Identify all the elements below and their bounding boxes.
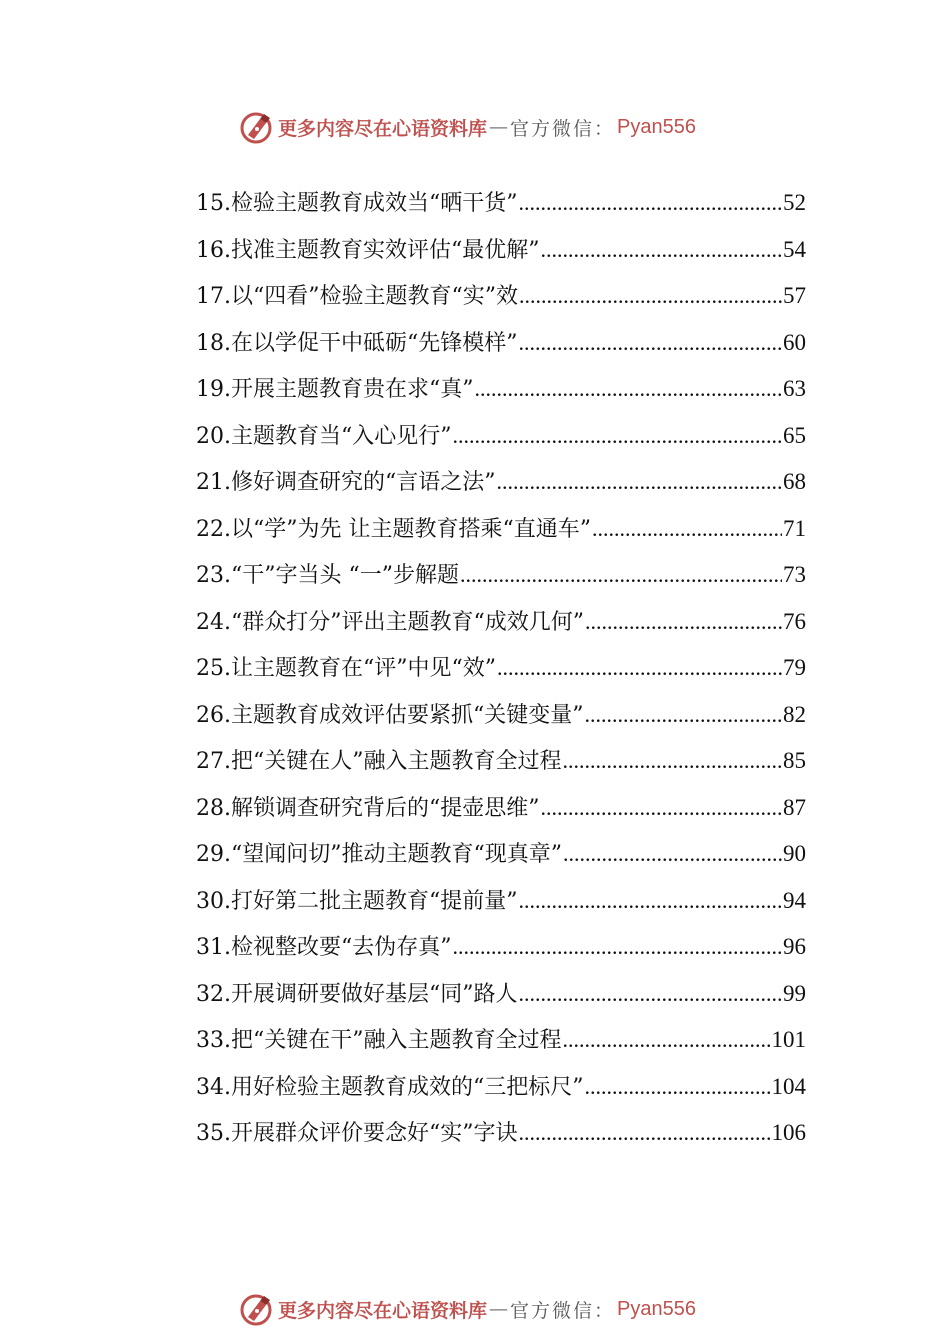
toc-entry[interactable] xyxy=(196,459,806,506)
toc-entry-title: 31.检视整改要“去伪存真” xyxy=(196,935,452,960)
toc-entry[interactable] xyxy=(196,971,806,1018)
toc-page-number: 82 xyxy=(783,701,806,727)
toc-entry[interactable] xyxy=(196,552,806,599)
toc-entry-title: 29.“望闻问切”推动主题教育“现真章” xyxy=(196,842,562,867)
toc-page-number: 104 xyxy=(771,1073,806,1099)
toc-entry[interactable] xyxy=(196,924,806,971)
toc-page-number: 52 xyxy=(783,190,806,215)
toc-entry-title: 32.开展调研要做好基层“同”路人 xyxy=(196,981,518,1007)
toc-entry[interactable] xyxy=(196,1017,806,1064)
toc-dot-leader xyxy=(497,645,782,692)
toc-entry[interactable] xyxy=(196,180,806,227)
toc-entry-title: 33.把“关键在干”融入主题教育全过程 xyxy=(196,1028,562,1053)
toc-page-number: 76 xyxy=(783,608,806,634)
toc-entry-title: 19.开展主题教育贵在求“真” xyxy=(196,377,474,402)
toc-page-number: 106 xyxy=(771,1120,806,1145)
toc-dot-leader xyxy=(592,506,782,553)
watermark-wechat-id: Pyan556 xyxy=(617,115,696,138)
toc-entry-title: 16.找准主题教育实效评估“最优解” xyxy=(196,237,540,263)
toc-entry[interactable] xyxy=(196,738,806,785)
toc-dot-leader xyxy=(460,552,782,599)
watermark-wechat-id: Pyan556 xyxy=(617,1297,696,1320)
toc-dot-leader xyxy=(540,785,782,832)
toc-page-number: 101 xyxy=(771,1027,806,1052)
toc-entry-title: 30.打好第二批主题教育“提前量” xyxy=(196,888,518,914)
watermark-dash: — xyxy=(489,116,509,138)
toc-page-number: 65 xyxy=(783,422,806,448)
toc-entry-title: 27.把“关键在人”融入主题教育全过程 xyxy=(196,749,562,774)
toc-page-number: 87 xyxy=(783,794,806,820)
toc-dot-leader xyxy=(540,227,782,274)
pen-nib-logo-icon xyxy=(238,1291,274,1327)
toc-entry[interactable] xyxy=(196,1064,806,1111)
toc-dot-leader xyxy=(519,273,782,320)
toc-page-number: 79 xyxy=(783,655,806,680)
toc-entry-title: 20.主题教育当“入心见行” xyxy=(196,423,452,449)
toc-entry-title: 25.让主题教育在“评”中见“效” xyxy=(196,656,496,681)
toc-entry[interactable] xyxy=(196,273,806,320)
watermark-official-label: 官方微信： xyxy=(510,117,616,140)
toc-page-number: 63 xyxy=(783,376,806,401)
toc-dot-leader xyxy=(518,1110,770,1157)
toc-entry-title: 17.以“四看”检验主题教育“实”效 xyxy=(196,284,518,309)
toc-dot-leader xyxy=(518,878,782,925)
toc-entry-title: 15.检验主题教育成效当“晒干货” xyxy=(196,191,518,216)
toc-entry-title: 35.开展群众评价要念好“实”字诀 xyxy=(196,1121,518,1146)
toc-page-number: 94 xyxy=(783,887,806,913)
toc-page-number: 73 xyxy=(783,562,806,587)
toc-entry-title: 21.修好调查研究的“言语之法” xyxy=(196,470,496,495)
toc-page-number: 68 xyxy=(783,469,806,494)
toc-dot-leader xyxy=(518,180,782,227)
watermark-site-text: 更多内容尽在心语资料库 xyxy=(278,1299,488,1322)
toc-dot-leader xyxy=(518,971,782,1018)
toc-entry-title: 26.主题教育成效评估要紧抓“关键变量” xyxy=(196,702,584,728)
toc-page-number: 57 xyxy=(783,283,806,308)
toc-page-number: 90 xyxy=(783,841,806,866)
watermark-header xyxy=(238,107,696,147)
toc-dot-leader xyxy=(452,924,782,971)
toc-entry[interactable] xyxy=(196,227,806,274)
toc-entry[interactable] xyxy=(196,599,806,646)
toc-page-number: 99 xyxy=(783,980,806,1006)
toc-dot-leader xyxy=(474,366,782,413)
toc-entry[interactable] xyxy=(196,320,806,367)
toc-entry[interactable] xyxy=(196,831,806,878)
toc-dot-leader xyxy=(585,599,782,646)
toc-page-number: 96 xyxy=(783,934,806,959)
table-of-contents xyxy=(196,180,806,1157)
toc-dot-leader xyxy=(496,459,782,506)
toc-dot-leader xyxy=(562,1017,770,1064)
toc-entry-title: 23.“干”字当头 “一”步解题 xyxy=(196,563,459,588)
toc-entry[interactable] xyxy=(196,506,806,553)
watermark-footer xyxy=(238,1289,696,1329)
toc-entry[interactable] xyxy=(196,785,806,832)
toc-page-number: 54 xyxy=(783,236,806,262)
toc-dot-leader xyxy=(452,413,782,460)
toc-entry[interactable] xyxy=(196,413,806,460)
toc-page-number: 71 xyxy=(783,515,806,541)
toc-dot-leader xyxy=(584,1064,770,1111)
toc-page-number: 60 xyxy=(783,329,806,355)
toc-entry-title: 28.解锁调查研究背后的“提壶思维” xyxy=(196,795,540,821)
toc-entry[interactable] xyxy=(196,366,806,413)
watermark-official-label: 官方微信： xyxy=(510,1299,616,1322)
toc-entry[interactable] xyxy=(196,1110,806,1157)
toc-dot-leader xyxy=(518,320,782,367)
toc-entry-title: 24.“群众打分”评出主题教育“成效几何” xyxy=(196,609,584,635)
toc-entry-title: 18.在以学促干中砥砺“先锋模样” xyxy=(196,330,518,356)
toc-page-number: 85 xyxy=(783,748,806,773)
toc-dot-leader xyxy=(584,692,782,739)
toc-entry[interactable] xyxy=(196,645,806,692)
pen-nib-logo-icon xyxy=(238,109,274,145)
toc-entry[interactable] xyxy=(196,878,806,925)
toc-dot-leader xyxy=(562,738,782,785)
toc-entry-title: 34.用好检验主题教育成效的“三把标尺” xyxy=(196,1074,584,1100)
toc-entry-title: 22.以“学”为先 让主题教育搭乘“直通车” xyxy=(196,516,591,542)
watermark-site-text: 更多内容尽在心语资料库 xyxy=(278,117,488,140)
toc-entry[interactable] xyxy=(196,692,806,739)
toc-dot-leader xyxy=(563,831,782,878)
watermark-dash: — xyxy=(489,1298,509,1320)
